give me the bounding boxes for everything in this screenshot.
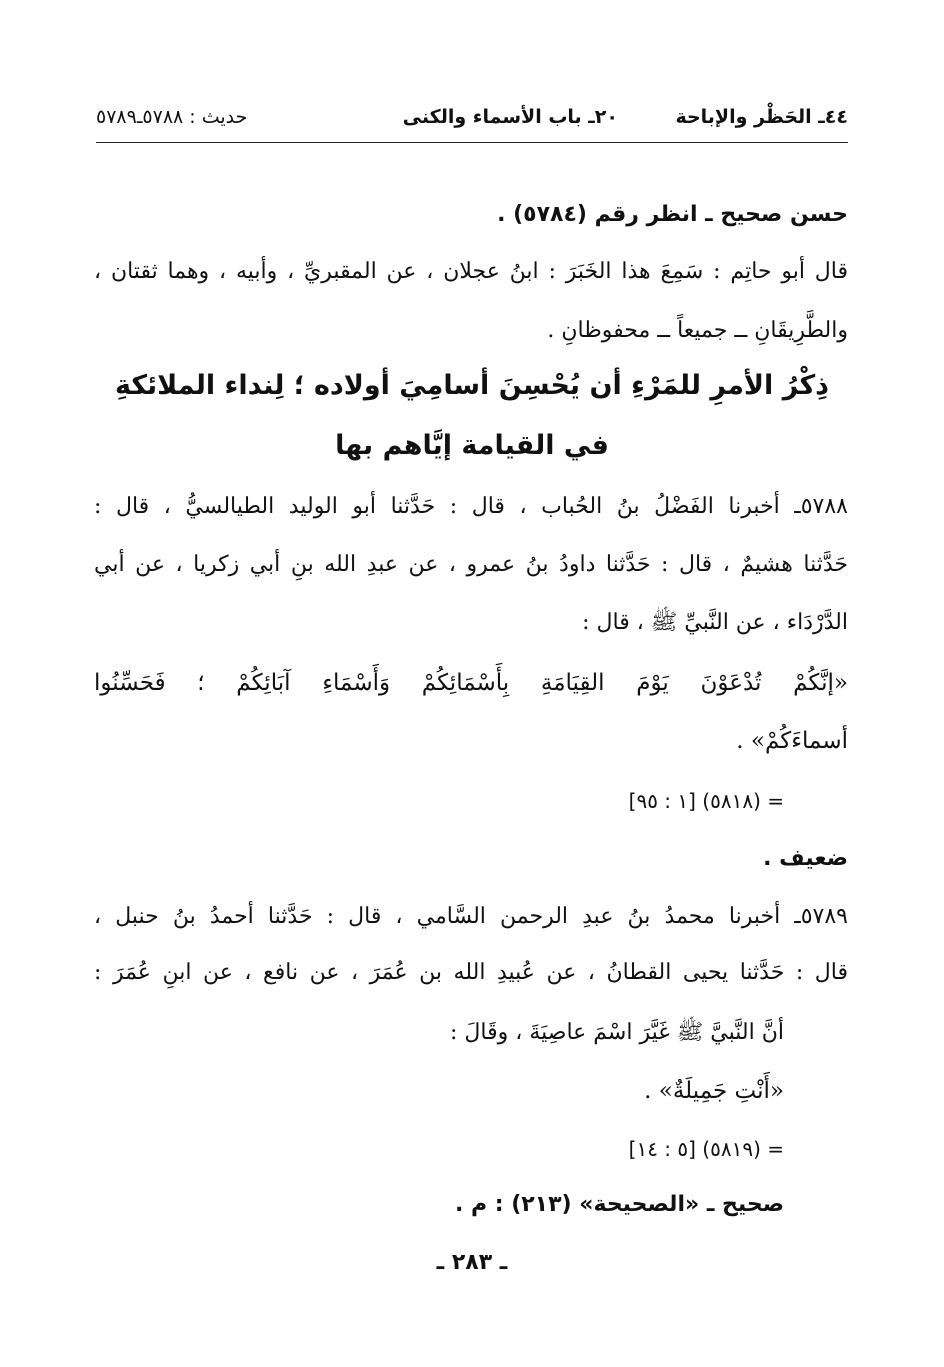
- abu-hatim-line-2: والطَّرِيقَانِ ــ جميعاً ــ محفوظانِ .: [547, 318, 848, 343]
- hadith-5788-matn-line-2: أسماءَكُمْ» .: [736, 728, 848, 754]
- book-chapter-title: ٤٤ـ الحَظْر والإباحة: [675, 106, 848, 128]
- chapter-heading-line-2: في القيامة إيَّاهم بها: [335, 430, 609, 461]
- section-title: ٢٠ـ باب الأسماء والكنى: [402, 106, 618, 128]
- chapter-heading-line-1: ذِكْرُ الأمرِ للمَرْءِ أن يُحْسِنَ أسامِيَ أولاده ؛ لِنداء الملائكةِ: [114, 370, 830, 401]
- hadith-5789-grade: صحيح ـ «الصحيحة» (٢١٣) : م .: [454, 1192, 784, 1217]
- abu-hatim-line-1: قال أبو حاتِم : سَمِعَ هذا الخَبَرَ : ابنُ عجلان ، عن المقبريِّ ، وأبيه ، وهما ثقتان ،: [94, 259, 848, 284]
- hadith-range: حديث : ٥٧٨٨ـ٥٧٨٩: [96, 106, 248, 128]
- hadith-5789-line-1: ٥٧٨٩ـ أخبرنا محمدُ بنُ عبدِ الرحمن السَّامي ، قال : حَدَّثنا أحمدُ بنُ حنبل ،: [94, 904, 848, 929]
- running-header: [96, 106, 848, 140]
- hadith-5788-grade: ضعيف .: [763, 846, 848, 871]
- hadith-5788-line-2: حَدَّثنا هشيمٌ ، قال : حَدَّثنا داودُ بنُ عمرو ، عن عبدِ الله بنِ أبي زكريا ، عن أبي: [94, 552, 848, 577]
- hadith-5788-line-1: ٥٧٨٨ـ أخبرنا الفَضْلُ بنُ الحُباب ، قال : حَدَّثنا أبو الوليد الطيالسيُّ ، قال :: [94, 494, 848, 519]
- grade-top: حسن صحيح ـ انظر رقم (٥٧٨٤) .: [497, 202, 848, 227]
- page-number: ـ ٢٨٣ ـ: [436, 1250, 508, 1275]
- hadith-5788-line-3: الدَّرْدَاء ، عن النَّبيِّ ﷺ ، قال :: [582, 610, 848, 635]
- hadith-5789-matn: «أَنْتِ جَمِيلَةٌ» .: [644, 1078, 784, 1104]
- hadith-5789-line-2: قال : حَدَّثنا يحيى القطانُ ، عن عُبيدِ الله بن عُمَرَ ، عن نافع ، عن ابنِ عُمَرَ :: [94, 960, 848, 985]
- hadith-5789-reference: = (٥٨١٩) [٥ : ١٤]: [628, 1137, 784, 1161]
- hadith-5788-reference: = (٥٨١٨) [١ : ٩٥]: [628, 789, 784, 813]
- header-rule: [96, 142, 848, 143]
- hadith-5789-line-3: أنَّ النَّبيَّ ﷺ غَيَّرَ اسْمَ عاصِيَةَ ، وقَالَ :: [450, 1020, 784, 1045]
- hadith-5788-matn-line-1: «إنَّكُمْ تُدْعَوْنَ يَوْمَ القِيَامَةِ بِأَسْمَائِكُمْ وَأَسْمَاءِ آبَائِكُمْ ؛ فَحَسِّنُوا: [94, 670, 848, 696]
